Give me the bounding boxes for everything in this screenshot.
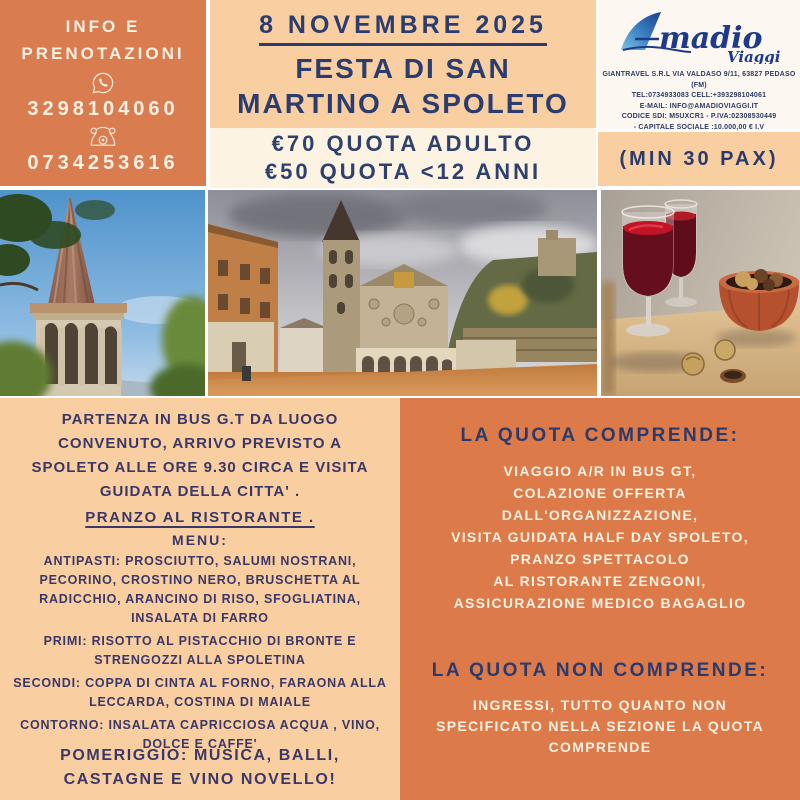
afternoon-line1: POMERIGGIO: MUSICA, BALLI, — [60, 747, 340, 764]
included-item: PRANZO SPETTACOLO — [510, 551, 690, 567]
agency-detail-line: CODICE SDI: M5UXCR1 - P.IVA:02308530449 — [621, 113, 777, 120]
excluded-heading: LA QUOTA NON COMPRENDE: — [431, 660, 769, 681]
menu-secondi-label: SECONDI — [13, 676, 76, 690]
menu-primi-label: PRIMI — [43, 634, 83, 648]
lunch-heading: PRANZO AL RISTORANTE . — [85, 509, 315, 526]
event-title-line2: MARTINO A SPOLETO — [237, 88, 569, 119]
cathedral-illustration — [208, 190, 597, 396]
menu-heading: MENU: — [172, 532, 228, 548]
itinerary-intro: PARTENZA IN BUS G.T DA LUOGO CONVENUTO, ARRIVO PREVISTO A SPOLETO ALLE ORE 9.30 CIRCA E VISITA GUIDATA DELLA CITTA' . — [31, 411, 369, 500]
whatsapp-number: 3298104060 — [27, 98, 179, 120]
event-date: 8 NOVEMBRE 2025 — [259, 11, 547, 46]
rotary-phone-icon — [0, 123, 206, 151]
agency-detail-line: E-MAIL: INFO@AMADIOVIAGGI.IT — [639, 102, 759, 110]
contact-title — [0, 13, 206, 67]
menu-secondi-text: : COPPA DI CINTA AL FORNO, FARAONA ALLA LECCARDA, COSTINA DI MAIALE — [75, 676, 387, 709]
included-item: VIAGGIO A/R IN BUS GT, — [503, 463, 697, 479]
included-list — [400, 460, 800, 614]
bell-tower-illustration — [0, 190, 205, 396]
agency-panel — [598, 0, 800, 130]
whatsapp-icon — [0, 69, 206, 97]
photo-wine-and-chestnuts — [601, 190, 800, 396]
logo-swoosh-a — [621, 12, 661, 50]
logo-text-viaggi: Viaggi — [727, 48, 781, 64]
price-adult: €70 QUOTA ADULTO — [271, 131, 535, 156]
included-item: VISITA GUIDATA HALF DAY SPOLETO, — [451, 529, 749, 545]
event-header — [210, 0, 596, 186]
excluded-text: INGRESSI, TUTTO QUANTO NON SPECIFICATO NELLA SEZIONE LA QUOTA COMPRENDE — [436, 697, 764, 755]
afternoon-line2: CASTAGNE E VINO NOVELLO! — [63, 771, 337, 788]
event-title-line1: FESTA DI SAN — [295, 53, 511, 84]
photo-bell-tower — [0, 190, 205, 396]
included-item: ASSICURAZIONE MEDICO BAGAGLIO — [453, 595, 747, 611]
quota-panel — [400, 398, 800, 800]
phone-number: 0734253616 — [27, 152, 179, 174]
contact-title-line1: INFO E — [65, 17, 141, 36]
menu-secondi — [13, 674, 387, 712]
included-item: DALL'ORGANIZZAZIONE, — [501, 507, 699, 523]
afternoon-program — [0, 744, 400, 792]
wine-chestnuts-illustration — [601, 190, 800, 396]
agency-detail-line: GIANTRAVEL S.R.L VIA VALDASO 9/11, 63827 PEDASO (FM) — [602, 71, 796, 89]
agency-detail-line: TEL:0734933083 CELL:+393298104061 — [631, 92, 767, 99]
menu-antipasti-label: ANTIPASTI — [43, 554, 116, 568]
price-panel — [210, 128, 596, 188]
min-pax-panel — [598, 132, 800, 186]
amadio-viaggi-logo — [615, 8, 783, 64]
photo-spoleto-cathedral — [208, 190, 597, 396]
menu-contorno-label: CONTORNO — [20, 718, 100, 732]
contact-panel — [0, 0, 206, 186]
event-header-top — [210, 0, 596, 128]
min-pax-label: (MIN 30 PAX) — [619, 147, 779, 170]
contact-title-line2: PRENOTAZIONI — [21, 44, 185, 63]
menu-primi — [13, 632, 387, 670]
menu-primi-text: : RISOTTO AL PISTACCHIO DI BRONTE E STRENGOZZI ALLA SPOLETINA — [82, 634, 357, 667]
included-heading: LA QUOTA COMPRENDE: — [460, 425, 740, 446]
agency-detail-line: - CAPITALE SOCIALE :10.000,00 € I.V — [633, 123, 765, 131]
menu-antipasti-text: : PROSCIUTTO, SALUMI NOSTRANI, PECORINO, CROSTINO NERO, BRUSCHETTA AL RADICCHIO, ARANCINO DI RISO, SFOGLIATINA, INSALATA DI FARRO — [39, 554, 361, 625]
menu-antipasti — [13, 552, 387, 628]
price-child: €50 QUOTA <12 ANNI — [264, 159, 542, 184]
menu-contorno-text: : INSALATA CAPRICCIOSA ACQUA , VINO, DOLCE E CAFFE' — [99, 718, 380, 751]
itinerary-panel — [0, 398, 400, 800]
included-item: AL RISTORANTE ZENGONI, — [493, 573, 707, 589]
logo-text-madio: madio — [659, 21, 763, 56]
included-item: COLAZIONE OFFERTA — [513, 485, 687, 501]
event-title — [210, 51, 596, 121]
